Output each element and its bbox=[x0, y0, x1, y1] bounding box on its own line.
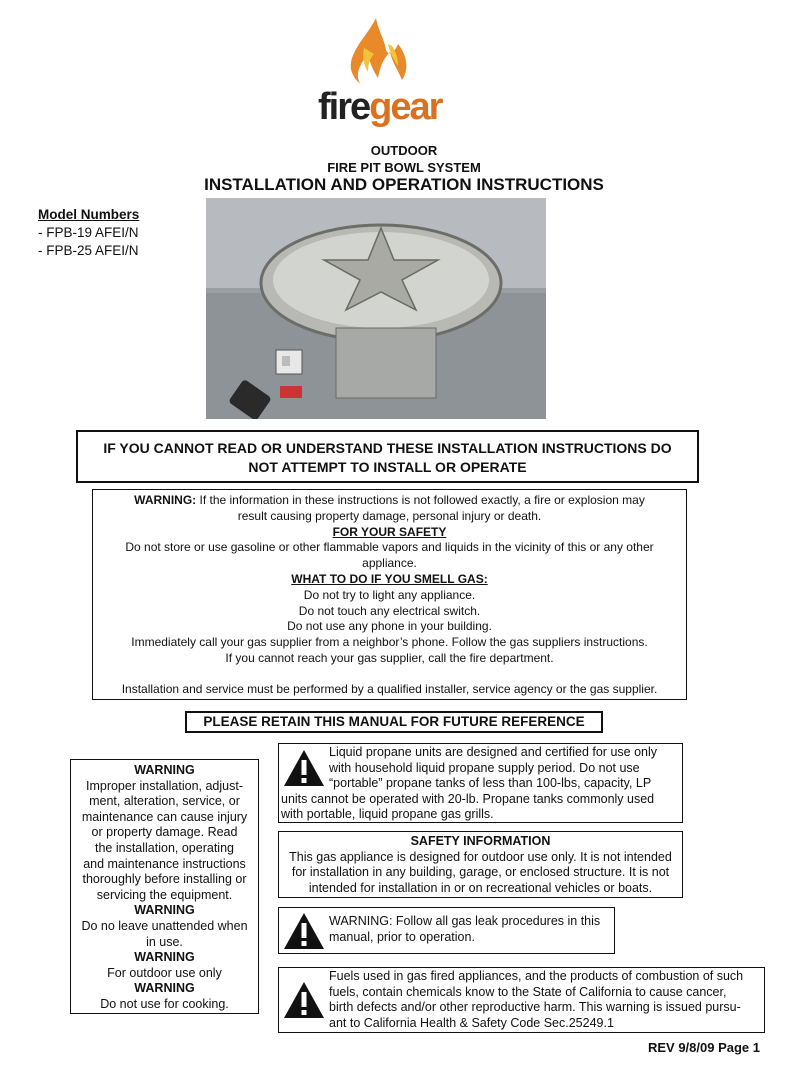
warning-text: For outdoor use only bbox=[107, 965, 222, 980]
warning-text: result causing property damage, personal injury or death. bbox=[237, 508, 542, 523]
safety-information-heading: SAFETY INFORMATION bbox=[410, 834, 551, 848]
smell-gas-item: If you cannot reach your gas supplier, call the fire department. bbox=[225, 650, 554, 665]
warning-text: ment, alteration, service, or bbox=[89, 794, 240, 809]
safety-text: appliance. bbox=[362, 556, 417, 571]
smell-gas-item: Do not try to light any appliance. bbox=[303, 587, 476, 602]
smell-gas-item: Immediately call your gas supplier from a neighbor’s phone. Follow the gas suppliers instructions. bbox=[131, 635, 648, 650]
lp-text: units cannot be operated with 20-lb. Propane tanks commonly used bbox=[281, 791, 655, 806]
warning-label: WARNING: bbox=[134, 493, 197, 507]
notice-line: NOT ATTEMPT TO INSTALL OR OPERATE bbox=[248, 459, 527, 475]
safety-text: intended for installation in or on recreational vehicles or boats. bbox=[308, 880, 653, 895]
prop65-text: birth defects and/or other reproductive harm. This warning is issued pursu- bbox=[329, 1000, 741, 1015]
prop65-text: ant to California Health & Safety Code Sec.25249.1 bbox=[329, 1015, 614, 1030]
retain-manual-notice: PLEASE RETAIN THIS MANUAL FOR FUTURE REFERENCE bbox=[185, 711, 603, 733]
smell-gas-heading: WHAT TO DO IF YOU SMELL GAS: bbox=[291, 571, 488, 586]
warning-triangle-icon bbox=[282, 911, 326, 951]
warning-intro bbox=[93, 493, 686, 509]
prop65-text: fuels, contain chemicals know to the State of California to cause cancer, bbox=[329, 984, 727, 999]
model-numbers-heading: Model Numbers bbox=[38, 207, 140, 222]
prop65-warning-box bbox=[278, 967, 765, 1033]
gas-leak-text: WARNING: Follow all gas leak procedures in this bbox=[329, 914, 601, 928]
warning-heading: WARNING bbox=[134, 981, 195, 996]
safety-text: Do not store or use gasoline or other flammable vapors and liquids in the vicinity of this or any other bbox=[125, 540, 654, 555]
notice-line: IF YOU CANNOT READ OR UNDERSTAND THESE INSTALLATION INSTRUCTIONS DO bbox=[103, 440, 672, 456]
gas-warning-box bbox=[92, 489, 687, 700]
subtitle-outdoor: OUTDOOR bbox=[370, 143, 438, 158]
warning-heading: WARNING bbox=[134, 950, 195, 965]
lp-text: “portable” propane tanks of less than 100-lbs, capacity, LP bbox=[329, 776, 652, 791]
left-warnings-box bbox=[70, 759, 259, 1014]
for-your-safety-heading: FOR YOUR SAFETY bbox=[332, 524, 447, 539]
warning-text: and maintenance instructions bbox=[83, 856, 246, 871]
lp-propane-box bbox=[278, 743, 683, 823]
warning-text: Do not use for cooking. bbox=[100, 996, 229, 1011]
lp-text: with household liquid propane supply period. Do not use bbox=[329, 760, 640, 775]
warning-text: thoroughly before installing or bbox=[82, 872, 247, 887]
page-footer: REV 9/8/09 Page 1 bbox=[647, 1040, 760, 1055]
warning-text: in use. bbox=[146, 934, 183, 949]
warning-text: the installation, operating bbox=[95, 840, 234, 855]
warning-text: maintenance can cause injury bbox=[81, 809, 248, 824]
lp-text: Liquid propane units are designed and certified for use only bbox=[329, 745, 657, 759]
install-note: Installation and service must be performed by a qualified installer, service agency or the gas supplier. bbox=[121, 681, 658, 696]
subtitle-product: FIRE PIT BOWL SYSTEM bbox=[327, 160, 481, 175]
logo-text-gear: gear bbox=[369, 86, 442, 128]
product-photo bbox=[206, 198, 546, 419]
read-instructions-notice bbox=[76, 430, 699, 483]
warning-text: or property damage. Read bbox=[91, 825, 238, 840]
warning-text: servicing the equipment. bbox=[96, 887, 233, 902]
gas-leak-text: manual, prior to operation. bbox=[329, 929, 475, 944]
lp-text: with portable, liquid propane gas grills. bbox=[281, 807, 494, 822]
warning-text: Do no leave unattended when bbox=[81, 918, 248, 933]
safety-text: for installation in any building, garage, or enclosed structure. It is not bbox=[291, 865, 670, 880]
warning-heading: WARNING bbox=[134, 763, 195, 777]
smell-gas-item: Do not touch any electrical switch. bbox=[298, 603, 481, 618]
warning-triangle-icon bbox=[282, 748, 326, 788]
warning-text: Improper installation, adjust- bbox=[85, 778, 244, 793]
model-item: - FPB-25 AFEI/N bbox=[38, 243, 139, 258]
safety-text: This gas appliance is designed for outdoor use only. It is not intended bbox=[289, 849, 672, 864]
gas-leak-box bbox=[278, 907, 615, 954]
firegear-wordmark bbox=[318, 86, 442, 129]
model-item: - FPB-19 AFEI/N bbox=[38, 225, 139, 240]
smell-gas-item: Do not use any phone in your building. bbox=[287, 619, 492, 634]
warning-heading: WARNING bbox=[134, 903, 195, 918]
safety-information-box bbox=[278, 831, 683, 898]
warning-triangle-icon bbox=[282, 980, 326, 1020]
page-title: INSTALLATION AND OPERATION INSTRUCTIONS bbox=[204, 175, 604, 194]
logo-text-fire: fire bbox=[318, 86, 370, 128]
warning-text: If the information in these instructions is not followed exactly, a fire or explosion may bbox=[196, 493, 645, 507]
prop65-text: Fuels used in gas fired appliances, and the products of combustion of such bbox=[329, 969, 744, 983]
model-numbers bbox=[38, 206, 139, 260]
